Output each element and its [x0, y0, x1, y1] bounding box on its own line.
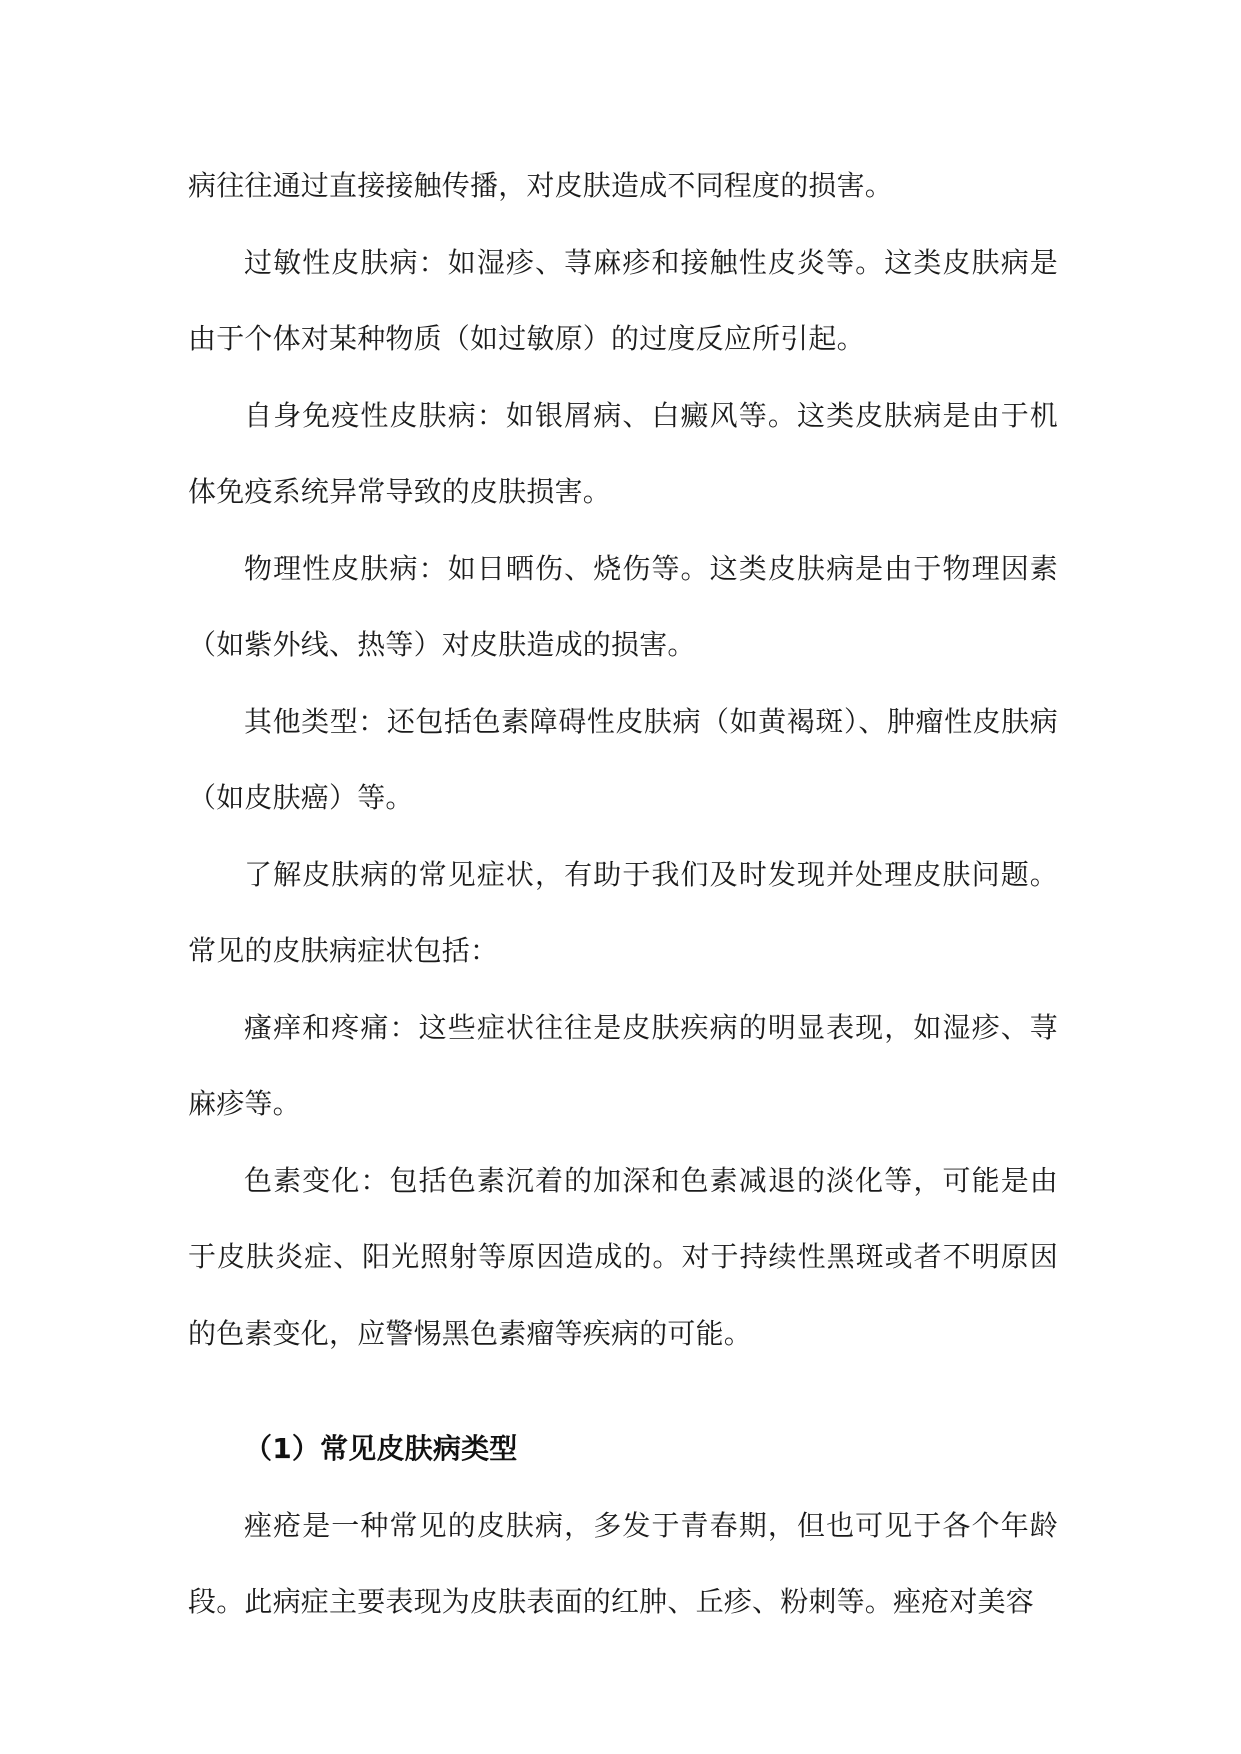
paragraph-common-symptoms-intro: 了解皮肤病的常见症状，有助于我们及时发现并处理皮肤问题。常见的皮肤病症状包括： — [188, 857, 1058, 967]
paragraph-acne: 痤疮是一种常见的皮肤病，多发于青春期，但也可见于各个年龄段。此病症主要表现为皮肤表面的红肿、丘疹、粉刺等。痤疮对美容 — [188, 1508, 1058, 1618]
paragraph-allergic-skin-disease: 过敏性皮肤病：如湿疹、荨麻疹和接触性皮炎等。这类皮肤病是由于个体对某种物质（如过敏原）的过度反应所引起。 — [188, 245, 1058, 355]
section-heading: （1）常见皮肤病类型 — [244, 1432, 518, 1465]
paragraph-physical-skin-disease: 物理性皮肤病：如日晒伤、烧伤等。这类皮肤病是由于物理因素（如紫外线、热等）对皮肤造成的损害。 — [188, 551, 1058, 661]
paragraph-autoimmune-skin-disease: 自身免疫性皮肤病：如银屑病、白癜风等。这类皮肤病是由于机体免疫系统异常导致的皮肤损害。 — [188, 398, 1058, 508]
paragraph-continuation: 病往往通过直接接触传播，对皮肤造成不同程度的损害。 — [188, 169, 894, 202]
document-body — [188, 148, 1058, 1641]
paragraph-itching-and-pain: 瘙痒和疼痛：这些症状往往是皮肤疾病的明显表现，如湿疹、荨麻疹等。 — [188, 1010, 1058, 1120]
paragraph-other-types: 其他类型：还包括色素障碍性皮肤病（如黄褐斑）、肿瘤性皮肤病（如皮肤癌）等。 — [188, 704, 1058, 814]
paragraph-pigment-changes: 色素变化：包括色素沉着的加深和色素减退的淡化等，可能是由于皮肤炎症、阳光照射等原因造成的。对于持续性黑斑或者不明原因的色素变化，应警惕黑色素瘤等疾病的可能。 — [188, 1163, 1058, 1350]
